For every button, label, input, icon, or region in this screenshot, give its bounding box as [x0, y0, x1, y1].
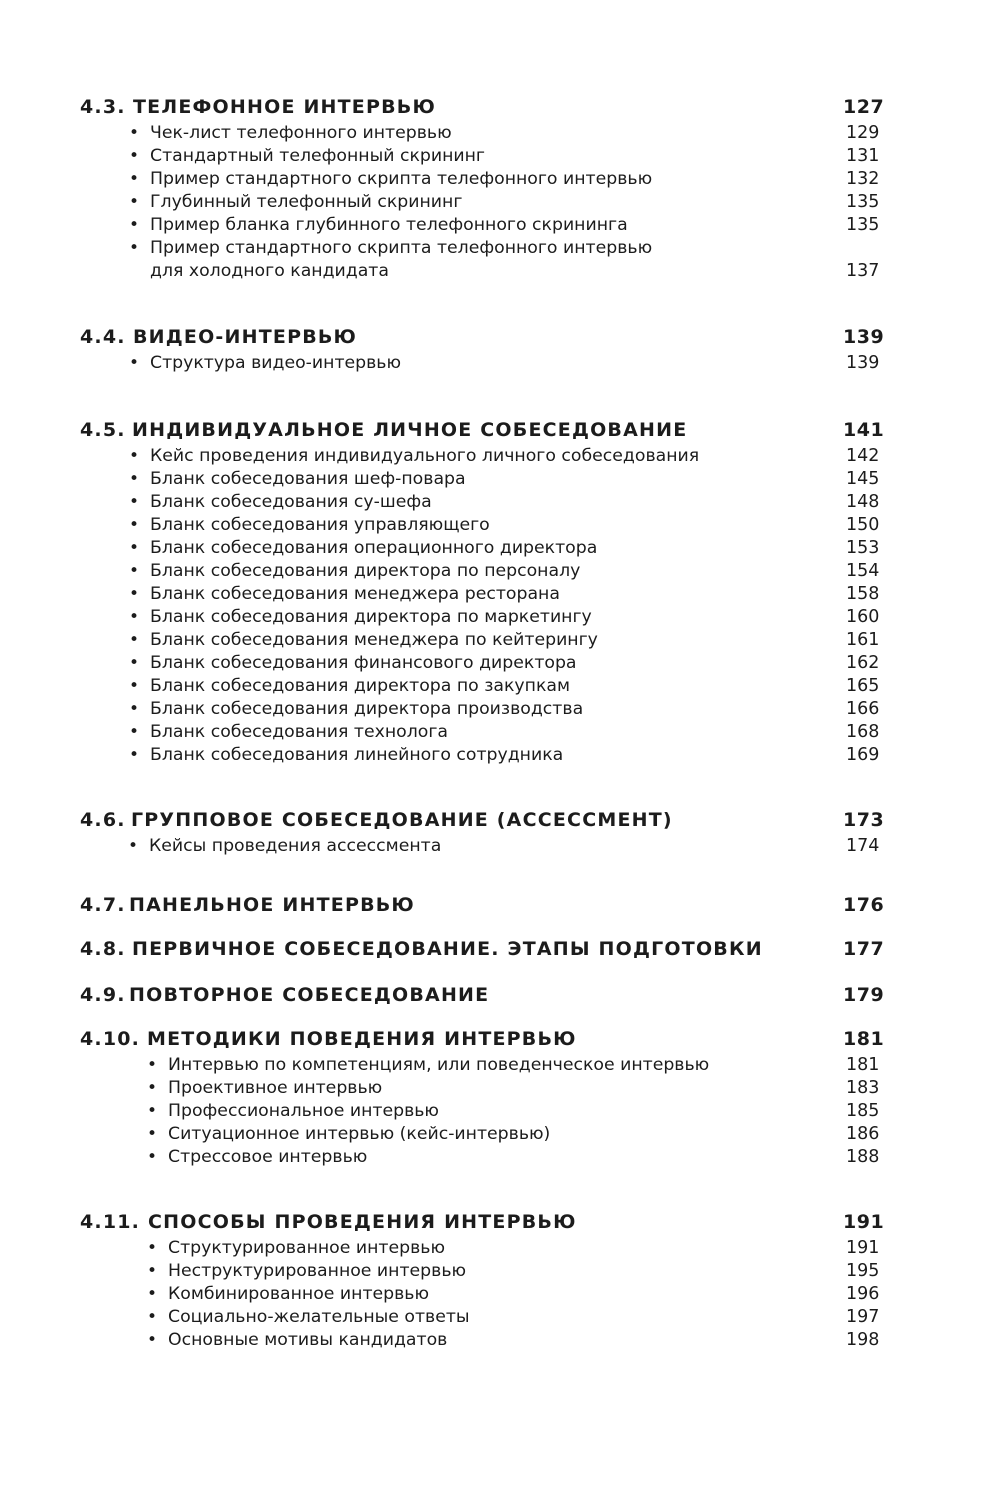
section-heading[interactable] [0, 890, 1000, 920]
bullet-icon: • [129, 238, 140, 258]
toc-item[interactable] [0, 191, 1000, 214]
bullet-icon: • [129, 353, 140, 373]
toc-item-title: Бланк собеседования технолога [150, 722, 449, 742]
toc-item-page-number: 129 [846, 123, 880, 143]
toc-item-title: Бланк собеседования шеф-повара [150, 469, 466, 489]
toc-item[interactable] [0, 1306, 1000, 1329]
toc-item-page-number: 150 [846, 515, 880, 535]
toc-item-title: Стрессовое интервью [168, 1147, 368, 1167]
toc-item-page-number: 166 [846, 699, 880, 719]
toc-item-page-number: 162 [846, 653, 880, 673]
toc-item-title: Ситуационное интервью (кейс-интервью) [168, 1124, 551, 1144]
toc-item-title: Стандартный телефонный скрининг [150, 146, 486, 166]
toc-item-page-number: 197 [846, 1307, 880, 1327]
toc-item[interactable] [0, 214, 1000, 237]
bullet-icon: • [129, 745, 140, 765]
toc-section [0, 1207, 1000, 1352]
toc-section [0, 890, 1000, 920]
toc-section [0, 1024, 1000, 1169]
bullet-icon: • [129, 446, 140, 466]
bullet-icon: • [129, 561, 140, 581]
toc-item[interactable] [0, 629, 1000, 652]
section-title: ИНДИВИДУАЛЬНОЕ ЛИЧНОЕ СОБЕСЕДОВАНИЕ [132, 419, 688, 441]
toc-item-page-number: 196 [846, 1284, 880, 1304]
section-page-number: 127 [843, 96, 885, 118]
section-title: ГРУППОВОЕ СОБЕСЕДОВАНИЕ (АССЕССМЕНТ) [131, 809, 673, 831]
toc-item-title: Бланк собеседования директора по персоналу [150, 561, 581, 581]
toc-item[interactable] [0, 352, 1000, 375]
toc-item-page-number: 161 [846, 630, 880, 650]
section-title: ВИДЕО-ИНТЕРВЬЮ [133, 326, 358, 348]
toc-item-title: Бланк собеседования финансового директора [150, 653, 577, 673]
toc-item[interactable] [0, 583, 1000, 606]
section-number: 4.8. [80, 938, 126, 960]
toc-item-page-number: 139 [846, 353, 880, 373]
bullet-icon: • [129, 722, 140, 742]
section-title: МЕТОДИКИ ПОВЕДЕНИЯ ИНТЕРВЬЮ [147, 1028, 577, 1050]
section-heading[interactable] [0, 92, 1000, 122]
toc-item-title: Структура видео-интервью [150, 353, 402, 373]
toc-item[interactable] [0, 606, 1000, 629]
toc-item-title: Комбинированное интервью [168, 1284, 430, 1304]
section-heading[interactable] [0, 415, 1000, 445]
toc-item-page-number: 198 [846, 1330, 880, 1350]
toc-item-list [0, 1054, 1000, 1169]
toc-item-title: Бланк собеседования су-шефа [150, 492, 432, 512]
toc-item-list [0, 445, 1000, 767]
section-heading[interactable] [0, 322, 1000, 352]
section-number: 4.4. [80, 326, 126, 348]
toc-item-page-number: 148 [846, 492, 880, 512]
toc-item-title: Основные мотивы кандидатов [168, 1330, 448, 1350]
toc-item[interactable] [0, 1146, 1000, 1169]
section-title: ПОВТОРНОЕ СОБЕСЕДОВАНИЕ [129, 984, 490, 1006]
toc-item[interactable] [0, 145, 1000, 168]
bullet-icon: • [147, 1055, 158, 1075]
toc-item-title: Пример бланка глубинного телефонного скрининга [150, 215, 628, 235]
section-heading[interactable] [0, 934, 1000, 964]
bullet-icon: • [129, 492, 140, 512]
toc-item-title: Бланк собеседования директора по закупкам [150, 676, 571, 696]
toc-item[interactable] [0, 537, 1000, 560]
toc-item-page-number: 154 [846, 561, 880, 581]
toc-item-title: Профессиональное интервью [168, 1101, 439, 1121]
toc-item-page-number: 168 [846, 722, 880, 742]
toc-item-page-number: 174 [846, 836, 880, 856]
toc-item-page-number: 191 [846, 1238, 880, 1258]
toc-item-page-number: 160 [846, 607, 880, 627]
toc-item-page-number: 137 [846, 261, 880, 281]
toc-item-page-number: 165 [846, 676, 880, 696]
bullet-icon: • [147, 1238, 158, 1258]
bullet-icon: • [129, 630, 140, 650]
toc-section [0, 92, 1000, 283]
toc-item-page-number: 188 [846, 1147, 880, 1167]
toc-item-page-number: 145 [846, 469, 880, 489]
toc-item-title: Бланк собеседования управляющего [150, 515, 490, 535]
bullet-icon: • [129, 699, 140, 719]
section-page-number: 191 [843, 1211, 885, 1233]
toc-item-title: Бланк собеседования менеджера по кейтерингу [150, 630, 598, 650]
section-page-number: 173 [843, 809, 885, 831]
section-page-number: 181 [843, 1028, 885, 1050]
section-page-number: 139 [843, 326, 885, 348]
toc-item[interactable] [0, 514, 1000, 537]
section-title: ПАНЕЛЬНОЕ ИНТЕРВЬЮ [129, 894, 415, 916]
section-page-number: 179 [843, 984, 885, 1006]
toc-item-list [0, 835, 1000, 858]
toc-item[interactable] [0, 1329, 1000, 1352]
toc-item-title: Чек-лист телефонного интервью [150, 123, 452, 143]
toc-section [0, 415, 1000, 767]
toc-item[interactable] [0, 237, 1000, 283]
bullet-icon: • [147, 1307, 158, 1327]
toc-item[interactable] [0, 1054, 1000, 1077]
section-title: СПОСОБЫ ПРОВЕДЕНИЯ ИНТЕРВЬЮ [148, 1211, 577, 1233]
toc-item-title: Неструктурированное интервью [168, 1261, 467, 1281]
bullet-icon: • [129, 192, 140, 212]
bullet-icon: • [147, 1101, 158, 1121]
toc-item-page-number: 195 [846, 1261, 880, 1281]
toc-item-title: Бланк собеседования менеджера ресторана [150, 584, 560, 604]
section-heading[interactable] [0, 980, 1000, 1010]
toc-item-list [0, 352, 1000, 375]
toc-item[interactable] [0, 652, 1000, 675]
toc-item-title: Бланк собеседования директора производства [150, 699, 584, 719]
section-number: 4.11. [80, 1211, 141, 1233]
toc-item-title: Социально-желательные ответы [168, 1307, 470, 1327]
toc-item-title: Кейс проведения индивидуального личного собеседования [150, 446, 700, 466]
section-page-number: 176 [843, 894, 885, 916]
toc-item-title: Бланк собеседования линейного сотрудника [150, 745, 564, 765]
toc-item[interactable] [0, 1100, 1000, 1123]
toc-item[interactable] [0, 1077, 1000, 1100]
toc-item-title: Глубинный телефонный скрининг [150, 192, 463, 212]
toc-item-page-number: 158 [846, 584, 880, 604]
section-page-number: 177 [843, 938, 885, 960]
toc-item[interactable] [0, 1260, 1000, 1283]
section-number: 4.9. [80, 984, 126, 1006]
toc-item[interactable] [0, 445, 1000, 468]
toc-item-title: Кейсы проведения ассессмента [149, 836, 442, 856]
toc-item-title: Интервью по компетенциям, или поведенческое интервью [168, 1055, 710, 1075]
bullet-icon: • [147, 1124, 158, 1144]
toc-item-page-number: 131 [846, 146, 880, 166]
bullet-icon: • [129, 215, 140, 235]
bullet-icon: • [129, 515, 140, 535]
toc-item-title: Пример стандартного скрипта телефонного интервью для холодного кандидата [150, 238, 653, 281]
toc-item[interactable] [0, 560, 1000, 583]
toc-item-page-number: 135 [846, 215, 880, 235]
bullet-icon: • [147, 1284, 158, 1304]
section-number: 4.6. [80, 809, 126, 831]
bullet-icon: • [129, 538, 140, 558]
section-title: ТЕЛЕФОННОЕ ИНТЕРВЬЮ [133, 96, 436, 118]
bullet-icon: • [129, 607, 140, 627]
toc-section [0, 322, 1000, 375]
toc-section [0, 805, 1000, 858]
toc-item-title: Проективное интервью [168, 1078, 383, 1098]
bullet-icon: • [129, 169, 140, 189]
section-title: ПЕРВИЧНОЕ СОБЕСЕДОВАНИЕ. ЭТАПЫ ПОДГОТОВКИ [132, 938, 763, 960]
toc-item-title: Бланк собеседования операционного директора [150, 538, 598, 558]
section-number: 4.3. [80, 96, 126, 118]
bullet-icon: • [147, 1078, 158, 1098]
section-page-number: 141 [843, 419, 885, 441]
toc-item[interactable] [0, 491, 1000, 514]
bullet-icon: • [129, 584, 140, 604]
toc-item[interactable] [0, 168, 1000, 191]
toc-item-title: Бланк собеседования директора по маркетингу [150, 607, 592, 627]
toc-item-page-number: 135 [846, 192, 880, 212]
bullet-icon: • [129, 469, 140, 489]
toc-item-title: Пример стандартного скрипта телефонного интервью [150, 169, 653, 189]
toc-item[interactable] [0, 122, 1000, 145]
toc-item-page-number: 183 [846, 1078, 880, 1098]
toc-section [0, 934, 1000, 964]
toc-item-page-number: 153 [846, 538, 880, 558]
section-heading[interactable] [0, 1207, 1000, 1237]
toc-item[interactable] [0, 721, 1000, 744]
toc-item-page-number: 142 [846, 446, 880, 466]
toc-item-page-number: 132 [846, 169, 880, 189]
toc-item-title: Структурированное интервью [168, 1238, 445, 1258]
bullet-icon: • [128, 836, 139, 856]
toc-item-page-number: 169 [846, 745, 880, 765]
bullet-icon: • [129, 146, 140, 166]
bullet-icon: • [147, 1147, 158, 1167]
toc-item-page-number: 186 [846, 1124, 880, 1144]
toc-item[interactable] [0, 698, 1000, 721]
bullet-icon: • [129, 676, 140, 696]
toc-item[interactable] [0, 468, 1000, 491]
toc-section [0, 980, 1000, 1010]
bullet-icon: • [147, 1330, 158, 1350]
toc-item[interactable] [0, 675, 1000, 698]
bullet-icon: • [129, 123, 140, 143]
toc-item[interactable] [0, 1283, 1000, 1306]
toc-item-list [0, 122, 1000, 283]
toc-item[interactable] [0, 744, 1000, 767]
section-heading[interactable] [0, 805, 1000, 835]
toc-item-page-number: 185 [846, 1101, 880, 1121]
section-number: 4.7. [80, 894, 126, 916]
section-heading[interactable] [0, 1024, 1000, 1054]
toc-item[interactable] [0, 1123, 1000, 1146]
bullet-icon: • [129, 653, 140, 673]
toc-item-page-number: 181 [846, 1055, 880, 1075]
section-number: 4.10. [80, 1028, 141, 1050]
toc-item[interactable] [0, 835, 1000, 858]
toc-item[interactable] [0, 1237, 1000, 1260]
section-number: 4.5. [80, 419, 126, 441]
bullet-icon: • [147, 1261, 158, 1281]
toc-item-list [0, 1237, 1000, 1352]
